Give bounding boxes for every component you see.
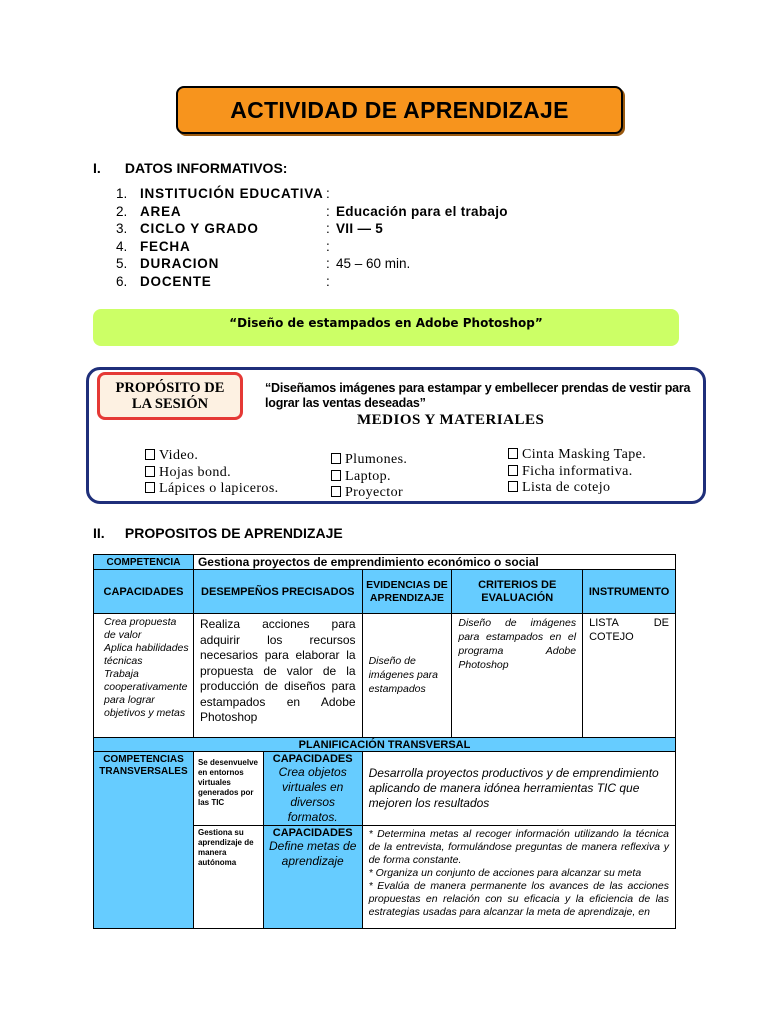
checkbox-icon bbox=[508, 481, 518, 492]
checkbox-icon bbox=[508, 465, 518, 476]
info-separator: : bbox=[326, 220, 330, 236]
info-value: VII — 5 bbox=[336, 220, 384, 236]
header-capacidades: CAPACIDADES bbox=[94, 570, 194, 614]
tic-desc-cell: Desarrolla proyectos productivos y de emprendimiento aplicando de manera idónea herramientas TIC que mejoren los resultados bbox=[362, 752, 675, 826]
info-number: 6. bbox=[116, 273, 128, 289]
header-instrumento: INSTRUMENTO bbox=[583, 570, 676, 614]
info-row-duracion bbox=[116, 254, 410, 272]
info-separator: : bbox=[326, 255, 330, 271]
material-item: Hojas bond. bbox=[145, 465, 279, 482]
purpose-text: “Diseñamos imágenes para estampar y embellecer prendas de vestir para lograr las ventas deseadas” bbox=[265, 381, 691, 410]
auto-item: * Organiza un conjunto de acciones para alcanzar su meta bbox=[368, 867, 642, 879]
checkbox-icon bbox=[508, 448, 518, 459]
capacidades-cell bbox=[94, 614, 194, 738]
evidencia-cell: Diseño de imágenes para estampados bbox=[362, 614, 452, 738]
materials-column-3 bbox=[508, 447, 646, 497]
capacidad-item: Crea propuesta de valor bbox=[104, 616, 177, 641]
checkbox-icon bbox=[331, 486, 341, 497]
header-criterios: CRITERIOS DE EVALUACIÓN bbox=[452, 570, 583, 614]
info-number: 3. bbox=[116, 220, 128, 236]
instrumento-cell: LISTA DE COTEJO bbox=[583, 614, 676, 738]
info-key: AREA bbox=[140, 203, 182, 219]
info-row-ciclo bbox=[116, 219, 383, 237]
purpose-label-line-2: LA SESIÓN bbox=[131, 396, 209, 412]
info-number: 2. bbox=[116, 203, 128, 219]
tic-capacidad: Crea objetos virtuales en diversos formatos. bbox=[278, 765, 347, 824]
material-item: Lápices o lapiceros. bbox=[145, 481, 279, 498]
topic-banner bbox=[93, 309, 679, 346]
page-title: ACTIVIDAD DE APRENDIZAJE bbox=[230, 96, 569, 123]
checkbox-icon bbox=[145, 482, 155, 493]
checkbox-icon bbox=[145, 449, 155, 460]
info-key: INSTITUCIÓN EDUCATIVA bbox=[140, 185, 324, 201]
material-item: Plumones. bbox=[331, 452, 407, 469]
material-item: Proyector bbox=[331, 485, 407, 502]
planificacion-header: PLANIFICACIÓN TRANSVERSAL bbox=[94, 738, 676, 752]
material-item: Lista de cotejo bbox=[508, 480, 646, 497]
checkbox-icon bbox=[145, 466, 155, 477]
section-1-title: DATOS INFORMATIVOS: bbox=[124, 160, 288, 176]
section-2-title: PROPOSITOS DE APRENDIZAJE bbox=[124, 525, 343, 541]
material-item: Cinta Masking Tape. bbox=[508, 447, 646, 464]
section-1-number: I. bbox=[93, 160, 101, 176]
auto-label-cell: Gestiona su aprendizaje de manera autónoma bbox=[193, 826, 263, 929]
topic-text: “Diseño de estampados en Adobe Photoshop” bbox=[229, 316, 543, 330]
info-row-area bbox=[116, 202, 508, 220]
checkbox-icon bbox=[331, 470, 341, 481]
capacidad-item: Trabaja cooperativamente para lograr objetivos y metas bbox=[104, 668, 188, 719]
info-key: DOCENTE bbox=[140, 273, 212, 289]
materials-column-2 bbox=[331, 452, 407, 502]
info-row-institucion bbox=[116, 184, 336, 202]
tic-capacidad-cell bbox=[263, 752, 362, 826]
info-separator: : bbox=[326, 273, 330, 289]
info-number: 5. bbox=[116, 255, 128, 271]
learning-table bbox=[93, 554, 676, 929]
competencia-value: Gestiona proyectos de emprendimiento económico o social bbox=[193, 555, 675, 570]
tic-label-cell: Se desenvuelve en entornos virtuales generados por las TIC bbox=[193, 752, 263, 826]
info-row-fecha bbox=[116, 237, 336, 255]
section-2-heading bbox=[93, 525, 343, 541]
info-key: DURACION bbox=[140, 255, 220, 271]
auto-items-cell bbox=[362, 826, 675, 929]
auto-capacidad: Define metas de aprendizaje bbox=[268, 839, 357, 868]
section-1-heading bbox=[93, 160, 287, 176]
header-desempenos: DESEMPEÑOS PRECISADOS bbox=[193, 570, 362, 614]
info-separator: : bbox=[326, 238, 330, 254]
info-value: 45 – 60 min. bbox=[336, 255, 411, 271]
auto-item: * Evalúa de manera permanente los avances de las acciones propuestas en relación con su eficacia y la eficiencia de las estrategias usadas para alcanzar la meta de aprendizaje, en bbox=[368, 880, 669, 918]
materials-column-1 bbox=[145, 448, 279, 498]
section-2-number: II. bbox=[93, 525, 105, 541]
info-number: 1. bbox=[116, 185, 128, 201]
material-item: Laptop. bbox=[331, 469, 407, 486]
info-row-docente bbox=[116, 272, 336, 290]
info-key: FECHA bbox=[140, 238, 191, 254]
info-separator: : bbox=[326, 185, 330, 201]
desempeno-cell: Realiza acciones para adquirir los recursos necesarios para elaborar la propuesta de valor de la producción de diseños para estampados en Adobe Photoshop bbox=[193, 614, 362, 738]
capacidades-label: CAPACIDADES bbox=[272, 827, 353, 839]
purpose-label bbox=[97, 372, 243, 420]
header-evidencias: EVIDENCIAS DE APRENDIZAJE bbox=[362, 570, 452, 614]
info-value: Educación para el trabajo bbox=[336, 203, 508, 219]
title-box bbox=[176, 86, 623, 134]
comp-transversales-cell: COMPETENCIAS TRANSVERSALES bbox=[94, 752, 194, 929]
checkbox-icon bbox=[331, 453, 341, 464]
info-number: 4. bbox=[116, 238, 128, 254]
info-key: CICLO Y GRADO bbox=[140, 220, 259, 236]
info-separator: : bbox=[326, 203, 330, 219]
purpose-label-line-1: PROPÓSITO DE bbox=[115, 380, 225, 396]
capacidades-label: CAPACIDADES bbox=[272, 753, 353, 765]
criterio-cell: Diseño de imágenes para estampados en el programa Adobe Photoshop bbox=[452, 614, 583, 738]
capacidad-item: Aplica habilidades técnicas bbox=[104, 642, 189, 667]
auto-item: * Determina metas al recoger información utilizando la técnica de la entrevista, formulándose preguntas de manera reflexiva y de forma constante. bbox=[368, 828, 669, 866]
materials-title: MEDIOS Y MATERIALES bbox=[357, 412, 545, 428]
auto-capacidad-cell bbox=[263, 826, 362, 929]
material-item: Ficha informativa. bbox=[508, 464, 646, 481]
material-item: Video. bbox=[145, 448, 279, 465]
competencia-label: COMPETENCIA bbox=[94, 555, 194, 570]
